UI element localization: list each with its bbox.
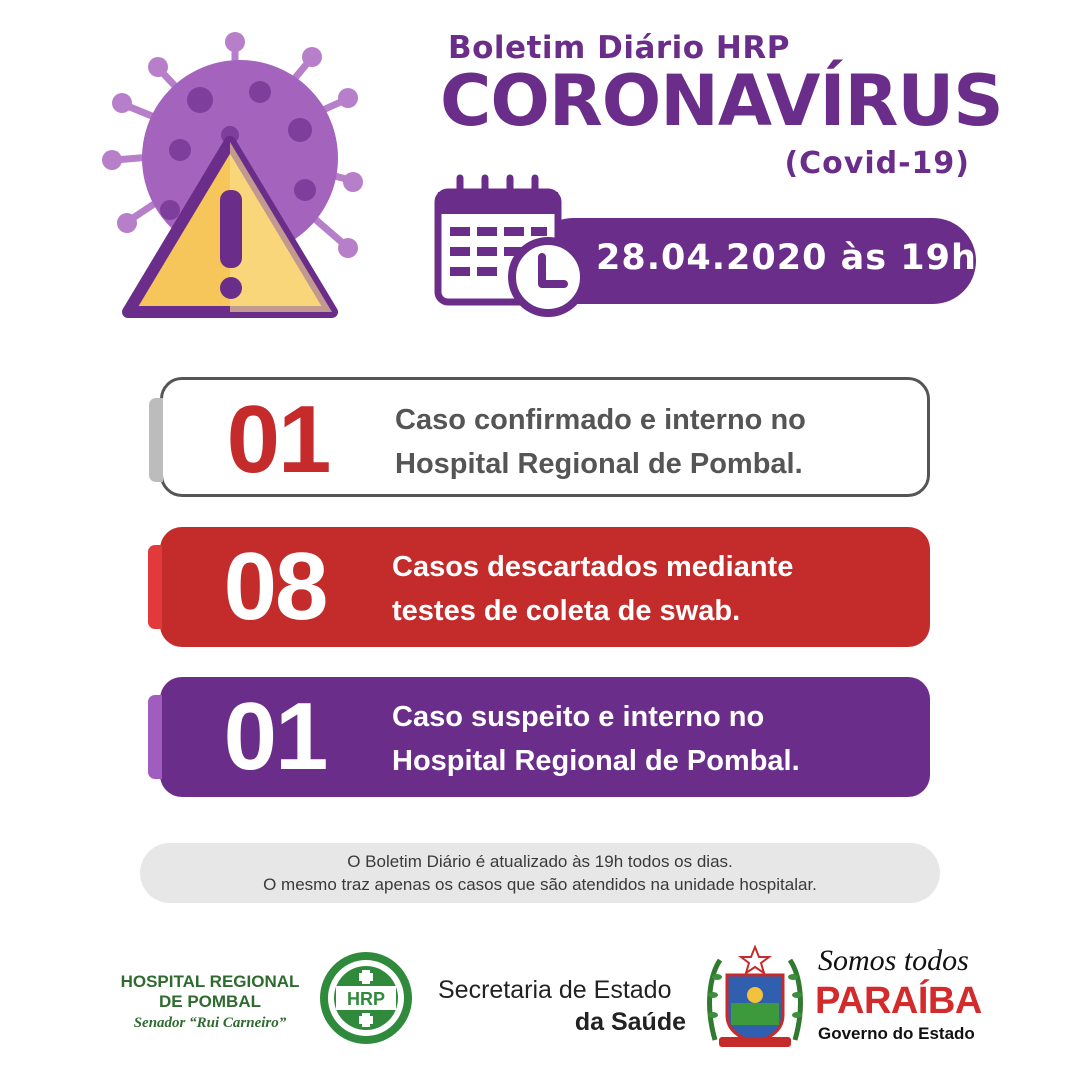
calendar-icon bbox=[430, 172, 600, 322]
stat-description bbox=[395, 398, 915, 486]
hospital-name-line-2: DE POMBAL bbox=[159, 992, 261, 1011]
stat-number: 01 bbox=[223, 683, 327, 790]
stat-card-suspected bbox=[160, 677, 930, 797]
hospital-name-line-1: HOSPITAL REGIONAL bbox=[120, 972, 300, 991]
secretaria-line-1: Secretaria de Estado bbox=[438, 976, 672, 1004]
page-title: CORONAVÍRUS bbox=[440, 60, 1003, 142]
stat-line-1: Casos descartados mediante bbox=[392, 551, 794, 583]
stat-card-confirmed bbox=[160, 377, 930, 497]
bulletin-subtitle: Boletim Diário HRP bbox=[448, 30, 790, 66]
stat-number: 01 bbox=[226, 386, 330, 493]
stat-card-discarded bbox=[160, 527, 930, 647]
stat-line-1: Caso confirmado e interno no bbox=[395, 404, 806, 436]
stat-description bbox=[392, 545, 912, 633]
government-slogan: Somos todos bbox=[818, 944, 969, 977]
stat-description bbox=[392, 695, 912, 783]
stat-line-2: Hospital Regional de Pombal. bbox=[395, 448, 803, 480]
covid-label: (Covid-19) bbox=[784, 146, 970, 181]
stat-line-2: testes de coleta de swab. bbox=[392, 595, 741, 627]
card-tab bbox=[149, 398, 163, 482]
hospital-subtitle: Senador “Rui Carneiro” bbox=[133, 1015, 287, 1031]
secretaria-line-2: da Saúde bbox=[574, 1008, 686, 1036]
bulletin-date: 28.04.2020 às 19h bbox=[596, 238, 977, 278]
hospital-name bbox=[112, 972, 308, 1012]
stat-number: 08 bbox=[223, 533, 327, 640]
seal-text: HRP bbox=[346, 989, 386, 1009]
note-line-1: O Boletim Diário é atualizado às 19h todos os dias. bbox=[347, 852, 733, 871]
update-note bbox=[140, 843, 940, 903]
stat-line-2: Hospital Regional de Pombal. bbox=[392, 745, 800, 777]
state-name: PARAÍBA bbox=[815, 980, 982, 1022]
hrp-seal-icon bbox=[318, 950, 414, 1046]
coat-of-arms-icon bbox=[705, 945, 805, 1050]
note-line-2: O mesmo traz apenas os casos que são atendidos na unidade hospitalar. bbox=[263, 875, 817, 894]
clock-icon bbox=[512, 241, 584, 313]
virus-warning-icon bbox=[100, 30, 370, 330]
stat-line-1: Caso suspeito e interno no bbox=[392, 701, 765, 733]
government-label: Governo do Estado bbox=[818, 1024, 975, 1043]
